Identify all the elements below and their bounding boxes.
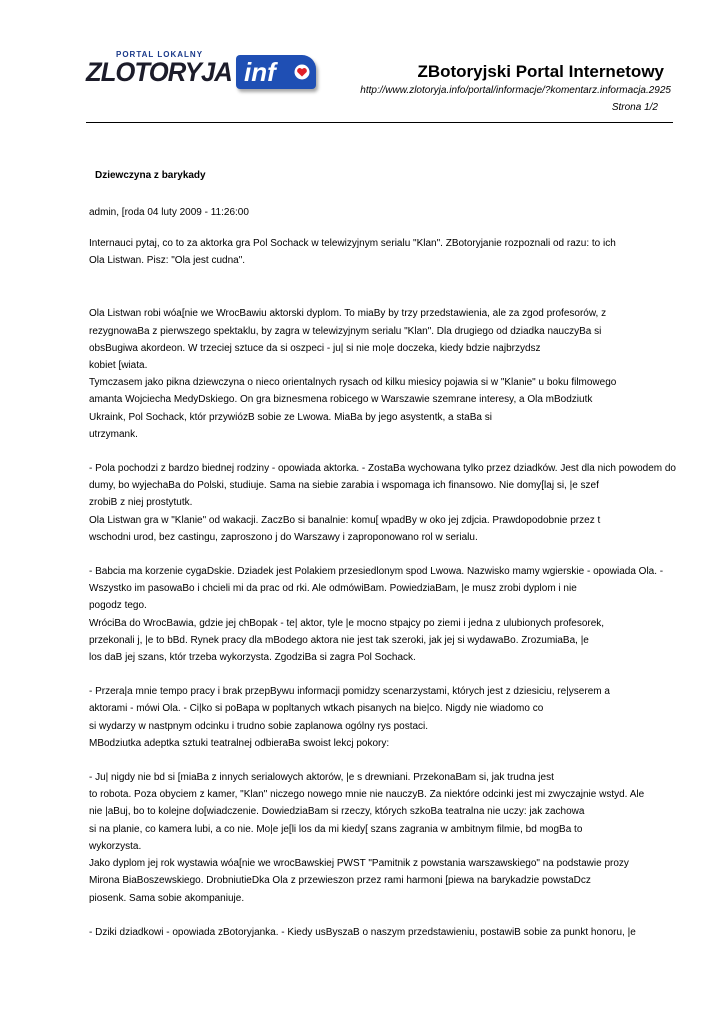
- article-line: kobiet [wiata.: [89, 360, 148, 372]
- logo-info-text: inf: [244, 57, 276, 87]
- article-title: Dziewczyna z barykady: [95, 170, 206, 181]
- article-line: - Dziki dziadkowi - opowiada zBotoryjanka. - Kiedy usByszaB o naszym przedstawieniu, postawiB sobie za punkt honoru, |e: [89, 926, 636, 938]
- article-line: wykorzysta.: [89, 840, 142, 852]
- article-line: los daB jej szans, któr trzeba wykorzysta. ZgodziBa si zagra Pol Sochack.: [89, 652, 416, 664]
- article-line: amanta Wojciecha MedyDskiego. On gra biznesmena robicego w Warszawie szemrane interesy, a Ola mBodziutk: [89, 394, 593, 406]
- article-line: Internauci pytaj, co to za aktorka gra Pol Sochack w telewizyjnym serialu "Klan". ZBotoryjanie rozpoznali od razu: to ich: [89, 238, 616, 249]
- article-line: - Ju| nigdy nie bd si [miaBa z innych serialowych aktorów, |e s drewniani. PrzekonaBam si, jak trudna jest: [89, 772, 554, 784]
- article-line: - Babcia ma korzenie cygaDskie. Dziadek jest Polakiem przesiedlonym spod Lwowa. Nazwisko mamy wgierskie - opowiada Ola. -: [89, 566, 664, 578]
- article-line: zrobiB z niej prostytutk.: [89, 497, 193, 509]
- article-line: to robota. Poza obyciem z kamer, "Klan" niczego nowego mnie nie nauczyB. Za niektóre odcinki jest mi zwyczajnie wstyd. Ale: [89, 789, 645, 801]
- logo-wordmark: ZLOTORYJA: [86, 57, 232, 87]
- article-line: Ola Listwan robi wóa[nie we WrocBawiu aktorski dyplom. To miaBy by trzy przedstawienia, ale za zgod profesorów, z: [89, 308, 607, 320]
- article-line: Ola Listwan. Pisz: "Ola jest cudna".: [89, 255, 246, 267]
- article-line: przekonali j, |e to bBd. Rynek pracy dla mBodego aktora nie jest tak szeroki, jak jej si wydawaBo. ZrozumiaBa, |e: [89, 634, 589, 646]
- article-line: - Przera|a mnie tempo pracy i brak przepBywu informacji pomidzy scenarzystami, których jest z dziesiciu, re|yserem a: [89, 686, 610, 698]
- article-meta: admin, [roda 04 luty 2009 - 11:26:00: [89, 207, 249, 218]
- header-divider: [86, 122, 673, 123]
- article-line: rezygnowaBa z pierwszego spektaklu, by zagra w telewizyjnym serialu "Klan". Dla drugiego od dziadka nauczyBa si: [89, 325, 602, 337]
- article-body: [89, 170, 679, 941]
- article-line: MBodziutka adeptka sztuki teatralnej odbieraBa swoist lekcj pokory:: [89, 737, 390, 749]
- site-logo[interactable]: [86, 50, 326, 100]
- heart-icon: [294, 64, 310, 80]
- site-title: ZBotoryjski Portal Internetowy: [417, 62, 664, 81]
- logo-info-badge: [236, 55, 316, 89]
- article-line: Jako dyplom jej rok wystawia wóa[nie we wrocBawskiej PWST "Pamitnik z powstania warszawskiego" na podstawie prozy: [89, 858, 629, 870]
- article-line: Ukraink, Pol Sochack, któr przywiózB sobie ze Lwowa. MiaBa by jego asystentk, a staBa si: [89, 411, 492, 423]
- article-line: obsBugiwa akordeon. W trzeciej sztuce da si oszpeci - ju| si nie mo|e doczeka, kiedy bdzie najbrzydsz: [89, 342, 541, 354]
- article-line: Mirona BiaBoszewskiego. DrobniutieDka Ola z przewieszon przez rami harmoni [piewa na barykadzie powstaDcz: [89, 875, 591, 887]
- article-line: dumy, bo wyjechaBa do Polski, studiuje. Sama na siebie zarabia i wspomaga ich finansowo. Nie domy[laj si, |e szef: [89, 480, 599, 492]
- article-line: aktorami - mówi Ola. - Ci|ko si poBapa w popltanych wtkach pisanych na bie|co. Nigdy nie wiadomo co: [89, 703, 544, 715]
- article-line: WróciBa do WrocBawia, gdzie jej chBopak - te| aktor, tyle |e mocno stpajcy po ziemi i jedna z ulubionych profesorek,: [89, 617, 605, 629]
- article-line: Tymczasem jako pikna dziewczyna o nieco orientalnych rysach od kilku miesicy pojawia si w "Klanie" u boku filmowego: [89, 377, 617, 389]
- article-line: nie |aBuj, bo to kolejne do[wiadczenie. DowiedziaBam si rzeczy, których szkoBa teatralna nie uczy: jak zachowa: [89, 806, 585, 818]
- article-line: piosenk. Sama sobie akompaniuje.: [89, 892, 245, 904]
- page-header: [0, 0, 725, 125]
- article-line: Wszystko im pasowaBo i chcieli mi da prac od rki. Ale odmówiBam. PowiedziaBam, |e musz zrobi dyplom i nie: [89, 583, 577, 595]
- article-line: si na planie, co kamera lubi, a co nie. Mo|e je[li los da mi kiedy[ szans zagrania w ambitnym filmie, bd mogBa to: [89, 823, 583, 835]
- article-line: - Pola pochodzi z bardzo biednej rodziny - opowiada aktorka. - ZostaBa wychowana tylko przez dziadków. Jest dla nich powodem do: [89, 463, 676, 475]
- article-line: si wydarzy w nastpnym odcinku i trudno sobie zaplanowa ogólny rys postaci.: [89, 720, 429, 732]
- article-line: wschodni urod, bez castingu, zaproszono j do Warszawy i zaproponowano rol w serialu.: [89, 531, 478, 543]
- page-number: Strona 1/2: [611, 102, 658, 113]
- article-line: utrzymank.: [89, 428, 138, 440]
- article-line: pogodz tego.: [89, 600, 147, 612]
- article-line: Ola Listwan gra w "Klanie" od wakacji. ZaczBo si banalnie: komu[ wpadBy w oko jej zdjcia. Prawdopodobnie przez t: [89, 514, 601, 526]
- logo-tagline: PORTAL LOKALNY: [116, 50, 204, 59]
- article-url[interactable]: http://www.zlotoryja.info/portal/informacje/?komentarz.informacja.2925: [360, 85, 671, 96]
